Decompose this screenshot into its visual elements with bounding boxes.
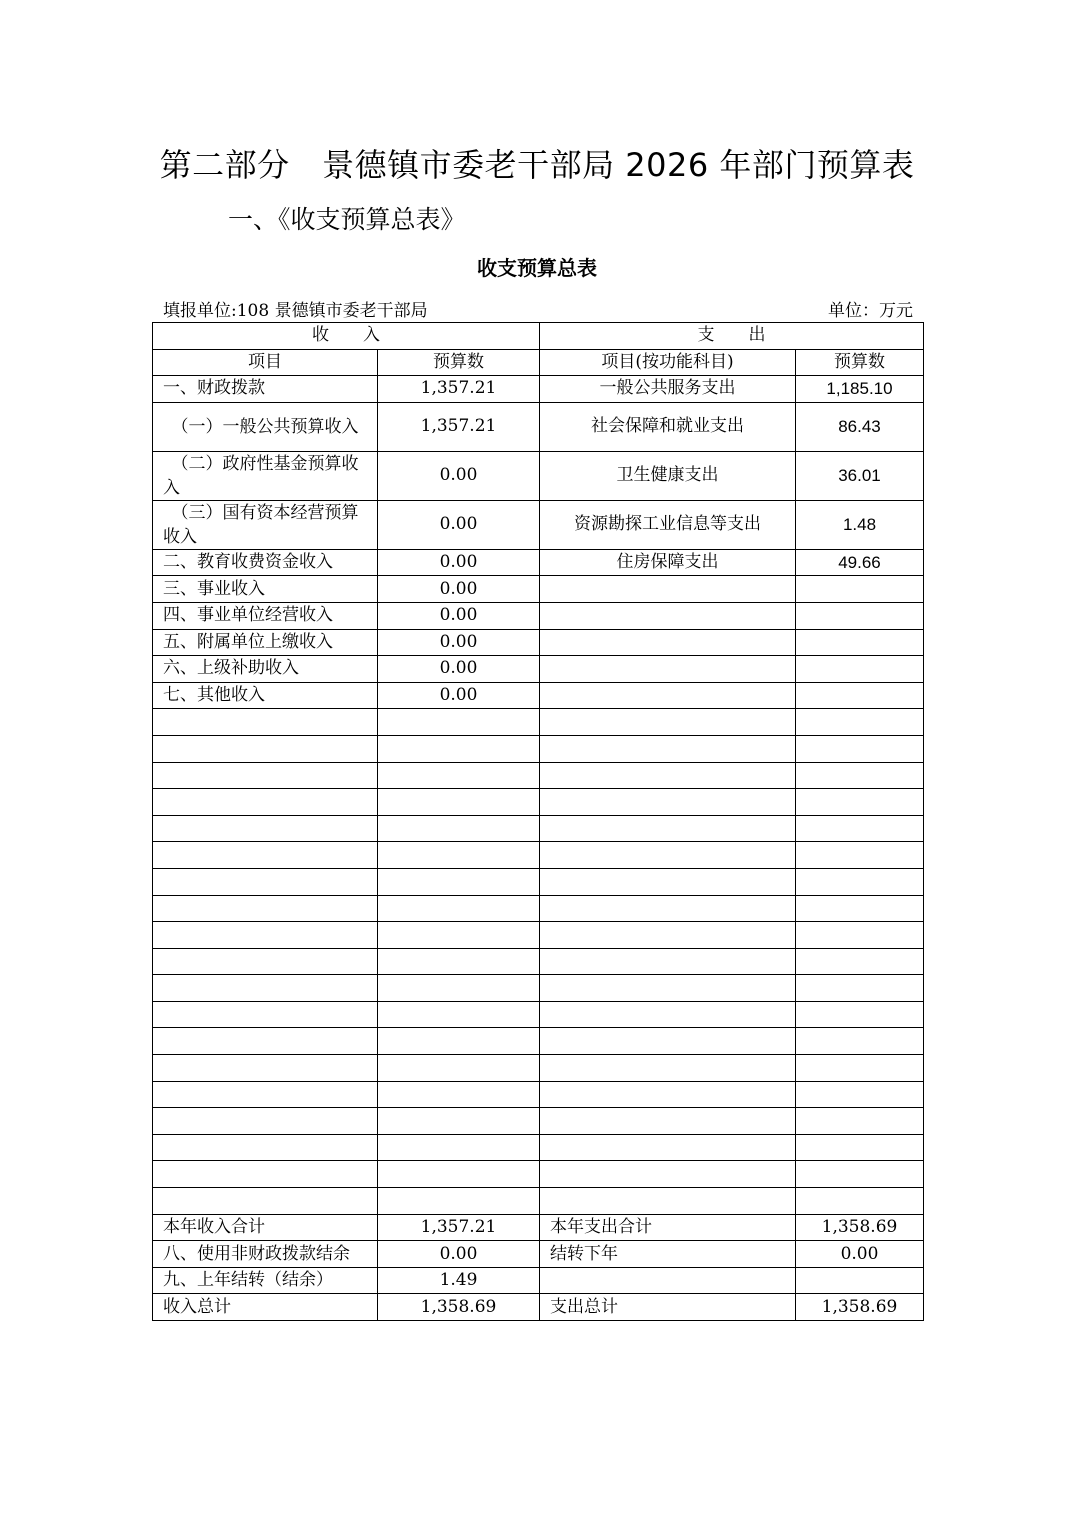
empty-row xyxy=(153,1134,924,1161)
empty-cell xyxy=(378,922,540,949)
empty-row xyxy=(153,895,924,922)
income-amount: 0.00 xyxy=(378,451,540,500)
empty-cell xyxy=(540,762,796,789)
empty-row xyxy=(153,1055,924,1082)
empty-cell xyxy=(540,948,796,975)
empty-row xyxy=(153,762,924,789)
expense-amount xyxy=(796,576,924,603)
empty-cell xyxy=(378,868,540,895)
empty-cell xyxy=(153,1055,378,1082)
table-row xyxy=(153,576,924,603)
income-grand-total-label: 收入总计 xyxy=(153,1294,378,1321)
expense-amount xyxy=(796,682,924,709)
empty-cell xyxy=(796,1001,924,1028)
expense-total-amount: 1,358.69 xyxy=(796,1214,924,1241)
table-row xyxy=(153,500,924,549)
expense-amount xyxy=(796,629,924,656)
empty-cell xyxy=(796,709,924,736)
expense-group-header: 支 出 xyxy=(540,323,924,350)
empty-cell xyxy=(540,1188,796,1215)
table-row xyxy=(153,629,924,656)
empty-cell xyxy=(796,762,924,789)
expense-item xyxy=(540,602,796,629)
empty-cell xyxy=(153,1161,378,1188)
income-item: 五、附属单位上缴收入 xyxy=(153,629,378,656)
income-total-label: 八、使用非财政拨款结余 xyxy=(153,1241,378,1268)
empty-row xyxy=(153,868,924,895)
empty-cell xyxy=(378,842,540,869)
total-row xyxy=(153,1267,924,1294)
expense-total-label: 结转下年 xyxy=(540,1241,796,1268)
empty-cell xyxy=(153,1081,378,1108)
empty-cell xyxy=(540,1055,796,1082)
expense-total-amount: 0.00 xyxy=(796,1241,924,1268)
empty-cell xyxy=(153,842,378,869)
empty-row xyxy=(153,709,924,736)
empty-cell xyxy=(378,1134,540,1161)
income-item: 六、上级补助收入 xyxy=(153,656,378,683)
empty-row xyxy=(153,1081,924,1108)
expense-item xyxy=(540,629,796,656)
empty-cell xyxy=(153,1108,378,1135)
empty-cell xyxy=(378,975,540,1002)
expense-grand-total-amount: 1,358.69 xyxy=(796,1294,924,1321)
expense-item: 社会保障和就业支出 xyxy=(540,402,796,451)
income-amount: 0.00 xyxy=(378,629,540,656)
income-total-label: 九、上年结转（结余） xyxy=(153,1267,378,1294)
table-row xyxy=(153,549,924,576)
empty-cell xyxy=(796,735,924,762)
income-amount: 0.00 xyxy=(378,602,540,629)
empty-cell xyxy=(796,1161,924,1188)
empty-cell xyxy=(540,1028,796,1055)
table-row xyxy=(153,656,924,683)
expense-amount: 1.48 xyxy=(796,500,924,549)
col-income-amount: 预算数 xyxy=(378,349,540,376)
empty-row xyxy=(153,975,924,1002)
expense-item: 住房保障支出 xyxy=(540,549,796,576)
income-item: （一）一般公共预算收入 xyxy=(153,402,378,451)
empty-cell xyxy=(796,1108,924,1135)
income-amount: 1,357.21 xyxy=(378,402,540,451)
empty-cell xyxy=(796,1188,924,1215)
income-amount: 0.00 xyxy=(378,682,540,709)
empty-cell xyxy=(153,709,378,736)
empty-cell xyxy=(153,762,378,789)
expense-amount: 36.01 xyxy=(796,451,924,500)
income-amount: 0.00 xyxy=(378,576,540,603)
income-total-amount: 1,357.21 xyxy=(378,1214,540,1241)
empty-cell xyxy=(378,1108,540,1135)
empty-cell xyxy=(540,1001,796,1028)
empty-cell xyxy=(796,895,924,922)
income-grand-total-amount: 1,358.69 xyxy=(378,1294,540,1321)
empty-row xyxy=(153,842,924,869)
expense-total-amount xyxy=(796,1267,924,1294)
income-item: 一、财政拨款 xyxy=(153,376,378,403)
empty-cell xyxy=(796,842,924,869)
empty-cell xyxy=(378,815,540,842)
col-expense-item: 项目(按功能科目) xyxy=(540,349,796,376)
empty-cell xyxy=(153,1001,378,1028)
empty-row xyxy=(153,1188,924,1215)
empty-row xyxy=(153,789,924,816)
expense-item xyxy=(540,576,796,603)
table-row xyxy=(153,451,924,500)
expense-item xyxy=(540,656,796,683)
empty-cell xyxy=(153,1188,378,1215)
empty-row xyxy=(153,1001,924,1028)
empty-row xyxy=(153,1161,924,1188)
total-row xyxy=(153,1294,924,1321)
table-row xyxy=(153,402,924,451)
empty-cell xyxy=(153,789,378,816)
table-row xyxy=(153,602,924,629)
empty-cell xyxy=(378,762,540,789)
income-item: 四、事业单位经营收入 xyxy=(153,602,378,629)
empty-cell xyxy=(378,1188,540,1215)
total-row xyxy=(153,1241,924,1268)
income-item: （二）政府性基金预算收入 xyxy=(153,451,378,500)
budget-summary-table xyxy=(152,322,924,1321)
income-amount: 0.00 xyxy=(378,549,540,576)
empty-cell xyxy=(540,1134,796,1161)
income-total-amount: 1.49 xyxy=(378,1267,540,1294)
empty-cell xyxy=(796,1134,924,1161)
empty-cell xyxy=(796,948,924,975)
empty-cell xyxy=(153,922,378,949)
expense-amount xyxy=(796,656,924,683)
income-amount: 0.00 xyxy=(378,656,540,683)
page-title: 第二部分 景德镇市委老干部局 2026 年部门预算表 xyxy=(159,146,915,184)
empty-cell xyxy=(378,1055,540,1082)
empty-cell xyxy=(540,1108,796,1135)
filler-unit: 填报单位:108 景德镇市委老干部局 xyxy=(163,301,428,321)
table-row xyxy=(153,682,924,709)
empty-cell xyxy=(796,1055,924,1082)
empty-cell xyxy=(540,842,796,869)
income-item: 二、教育收费资金收入 xyxy=(153,549,378,576)
empty-cell xyxy=(378,1028,540,1055)
empty-cell xyxy=(378,1081,540,1108)
empty-row xyxy=(153,735,924,762)
empty-cell xyxy=(540,975,796,1002)
empty-cell xyxy=(378,789,540,816)
expense-total-label: 本年支出合计 xyxy=(540,1214,796,1241)
unit-line xyxy=(163,296,913,321)
empty-cell xyxy=(540,789,796,816)
income-total-amount: 0.00 xyxy=(378,1241,540,1268)
expense-item: 一般公共服务支出 xyxy=(540,376,796,403)
empty-row xyxy=(153,922,924,949)
section-title: 一、《收支预算总表》 xyxy=(228,205,466,234)
empty-cell xyxy=(540,922,796,949)
empty-row xyxy=(153,1108,924,1135)
empty-cell xyxy=(153,1134,378,1161)
empty-cell xyxy=(153,1028,378,1055)
column-header-row xyxy=(153,349,924,376)
income-item: 七、其他收入 xyxy=(153,682,378,709)
empty-cell xyxy=(540,815,796,842)
col-income-item: 项目 xyxy=(153,349,378,376)
money-unit: 单位：万元 xyxy=(828,301,913,321)
empty-cell xyxy=(796,1028,924,1055)
expense-amount: 1,185.10 xyxy=(796,376,924,403)
empty-cell xyxy=(796,1081,924,1108)
col-expense-amount: 预算数 xyxy=(796,349,924,376)
empty-cell xyxy=(378,895,540,922)
empty-cell xyxy=(153,975,378,1002)
empty-row xyxy=(153,948,924,975)
empty-cell xyxy=(796,789,924,816)
expense-grand-total-label: 支出总计 xyxy=(540,1294,796,1321)
income-item: 三、事业收入 xyxy=(153,576,378,603)
empty-row xyxy=(153,815,924,842)
empty-cell xyxy=(378,948,540,975)
empty-cell xyxy=(796,922,924,949)
empty-cell xyxy=(796,815,924,842)
income-item: （三）国有资本经营预算收入 xyxy=(153,500,378,549)
table-title: 收支预算总表 xyxy=(477,256,597,280)
empty-cell xyxy=(540,735,796,762)
total-row xyxy=(153,1214,924,1241)
empty-cell xyxy=(796,868,924,895)
expense-item xyxy=(540,682,796,709)
empty-cell xyxy=(540,709,796,736)
expense-amount: 86.43 xyxy=(796,402,924,451)
empty-cell xyxy=(378,709,540,736)
expense-item: 卫生健康支出 xyxy=(540,451,796,500)
table-row xyxy=(153,376,924,403)
empty-cell xyxy=(540,1161,796,1188)
empty-row xyxy=(153,1028,924,1055)
income-total-label: 本年收入合计 xyxy=(153,1214,378,1241)
expense-item: 资源勘探工业信息等支出 xyxy=(540,500,796,549)
income-group-header: 收 入 xyxy=(153,323,540,350)
expense-total-label xyxy=(540,1267,796,1294)
empty-cell xyxy=(153,895,378,922)
expense-amount xyxy=(796,602,924,629)
income-amount: 1,357.21 xyxy=(378,376,540,403)
empty-cell xyxy=(378,1001,540,1028)
expense-amount: 49.66 xyxy=(796,549,924,576)
empty-cell xyxy=(153,735,378,762)
empty-cell xyxy=(378,1161,540,1188)
empty-cell xyxy=(153,868,378,895)
group-header-row xyxy=(153,323,924,350)
empty-cell xyxy=(153,815,378,842)
table-body xyxy=(153,323,924,1321)
income-amount: 0.00 xyxy=(378,500,540,549)
empty-cell xyxy=(540,1081,796,1108)
empty-cell xyxy=(378,735,540,762)
empty-cell xyxy=(540,868,796,895)
empty-cell xyxy=(796,975,924,1002)
empty-cell xyxy=(153,948,378,975)
empty-cell xyxy=(540,895,796,922)
